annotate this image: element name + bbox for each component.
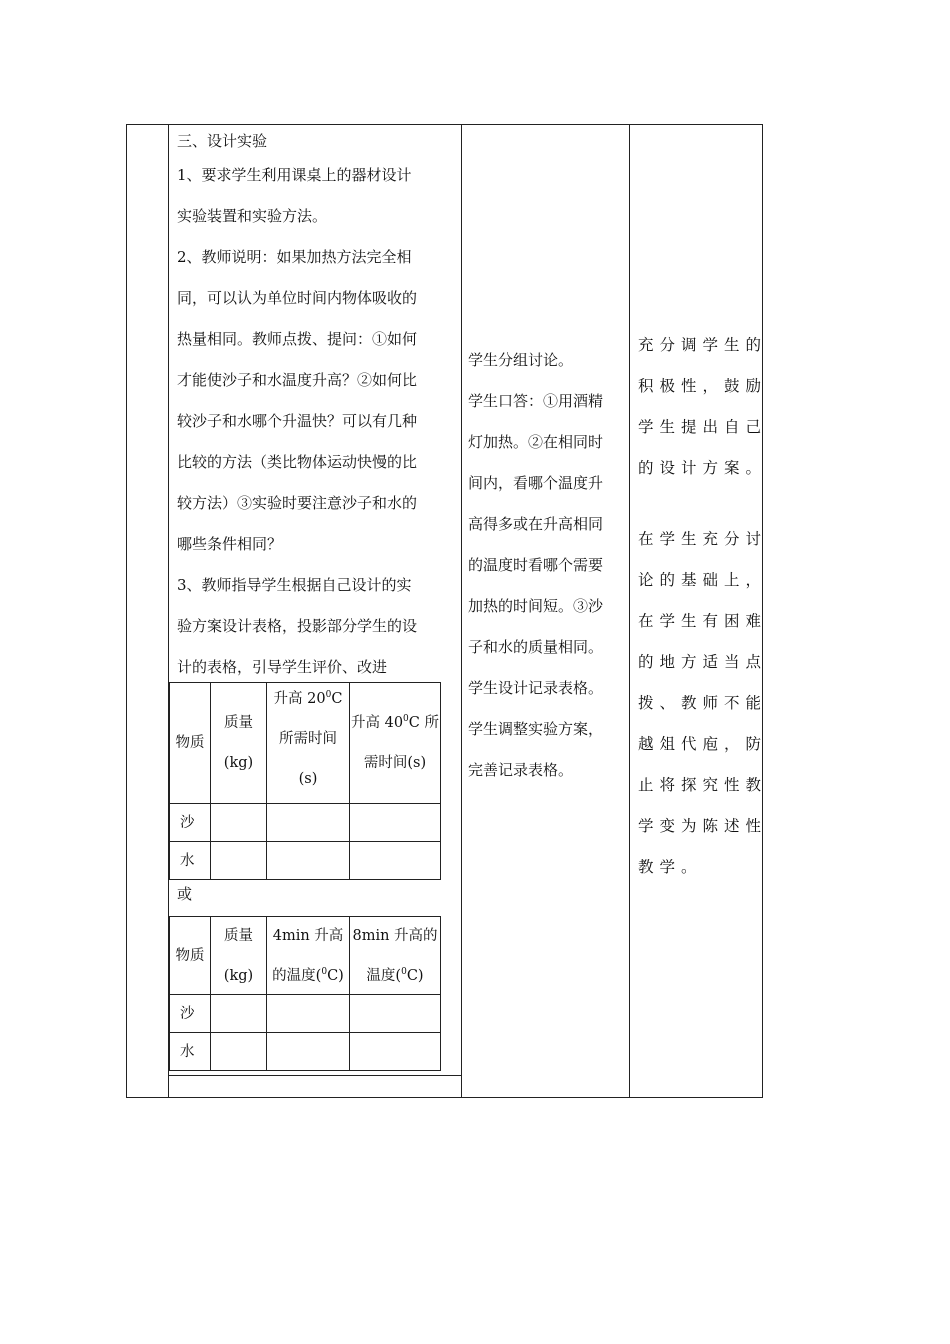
text-line: 热量相同。教师点拨、提问：①如何 bbox=[177, 330, 418, 348]
header-mass: 质量 (kg) bbox=[211, 683, 267, 804]
text-line: 比较的方法（类比物体运动快慢的比 bbox=[177, 453, 418, 471]
text-line: 论的基础上， bbox=[638, 571, 768, 589]
student-activity-column bbox=[468, 340, 628, 791]
text-line: 完善记录表格。 bbox=[468, 761, 574, 779]
teacher-activity-column bbox=[169, 125, 462, 688]
section-heading: 三、设计实验 bbox=[177, 132, 268, 150]
text-line: 同，可以认为单位时间内物体吸收的 bbox=[177, 289, 418, 307]
table-cell bbox=[211, 842, 267, 880]
text-line: 加热的时间短。③沙 bbox=[468, 597, 604, 615]
row-label-sand: 沙 bbox=[170, 804, 211, 842]
table-cell bbox=[267, 995, 350, 1033]
text-line: 在学生有困难 bbox=[638, 612, 768, 630]
record-table-1 bbox=[169, 682, 441, 880]
text-line: 止将探究性教 bbox=[638, 776, 768, 794]
text-line: 教学。 bbox=[638, 858, 703, 876]
design-intent-column bbox=[638, 325, 768, 888]
text-line: 计的表格，引导学生评价、改进 bbox=[177, 658, 388, 676]
table-cell bbox=[350, 804, 441, 842]
text-line: 子和水的质量相同。 bbox=[468, 638, 604, 656]
text-line: 哪些条件相同？ bbox=[177, 535, 283, 553]
text-line: 较方法）③实验时要注意沙子和水的 bbox=[177, 494, 418, 512]
text-line: 实验装置和实验方法。 bbox=[177, 207, 328, 225]
table-row bbox=[170, 995, 441, 1033]
lesson-plan-table bbox=[126, 124, 768, 1098]
header-substance: 物质 bbox=[170, 917, 211, 995]
bottom-rule bbox=[169, 1075, 462, 1076]
text-line: 积极性，鼓励 bbox=[638, 377, 768, 395]
table-cell bbox=[267, 842, 350, 880]
table-cell bbox=[267, 804, 350, 842]
table-row bbox=[170, 1033, 441, 1071]
or-label: 或 bbox=[177, 885, 193, 903]
text-line: 间内，看哪个温度升 bbox=[468, 474, 604, 492]
teacher-activity-text bbox=[177, 155, 462, 688]
text-line: 在学生充分讨 bbox=[638, 530, 768, 548]
text-line: 充分调学生的 bbox=[638, 336, 768, 354]
text-line: 较沙子和水哪个升温快？可以有几种 bbox=[177, 412, 418, 430]
text-line: 灯加热。②在相同时 bbox=[468, 433, 604, 451]
text-line: 的温度时看哪个需要 bbox=[468, 556, 604, 574]
table-row bbox=[170, 804, 441, 842]
row-label-water: 水 bbox=[170, 842, 211, 880]
text-line: 的设计方案。 bbox=[638, 459, 768, 477]
header-time-40: 升高 $40^0C$ 所 需时间(s) bbox=[350, 683, 441, 804]
text-line: 1、要求学生利用课桌上的器材设计 bbox=[177, 166, 412, 184]
text-line: 2、教师说明：如果加热方法完全相 bbox=[177, 248, 412, 266]
header-mass: 质量 (kg) bbox=[211, 917, 267, 995]
table-cell bbox=[350, 842, 441, 880]
text-line: 越俎代庖，防 bbox=[638, 735, 768, 753]
text-line: 学生设计记录表格。 bbox=[468, 679, 604, 697]
text-line: 才能使沙子和水温度升高？②如何比 bbox=[177, 371, 418, 389]
text-line: 学变为陈述性 bbox=[638, 817, 768, 835]
table-cell bbox=[211, 995, 267, 1033]
table-row bbox=[170, 842, 441, 880]
text-line: 验方案设计表格，投影部分学生的设 bbox=[177, 617, 418, 635]
table-cell bbox=[211, 1033, 267, 1071]
text-line: 的地方适当点 bbox=[638, 653, 768, 671]
header-time-20: 升高 $20^0C$ 所需时间 (s) bbox=[267, 683, 350, 804]
text-line: 学生调整实验方案， bbox=[468, 720, 604, 738]
table-cell bbox=[350, 1033, 441, 1071]
header-temp-4min: 4min 升高 的温度($^0$C) bbox=[267, 917, 350, 995]
text-line: 高得多或在升高相同 bbox=[468, 515, 604, 533]
table-cell bbox=[267, 1033, 350, 1071]
header-temp-8min: 8min 升高的 温度($^0$C) bbox=[350, 917, 441, 995]
text-line: 3、教师指导学生根据自己设计的实 bbox=[177, 576, 412, 594]
text-line: 学生提出自己 bbox=[638, 418, 768, 436]
row-label-sand: 沙 bbox=[170, 995, 211, 1033]
header-substance: 物质 bbox=[170, 683, 211, 804]
text-line: 学生口答：①用酒精 bbox=[468, 392, 604, 410]
table-cell bbox=[350, 995, 441, 1033]
text-line: 学生分组讨论。 bbox=[468, 351, 574, 369]
table-cell bbox=[211, 804, 267, 842]
column-divider bbox=[629, 125, 630, 1097]
text-line: 拨、教师不能 bbox=[638, 694, 768, 712]
record-table-2 bbox=[169, 916, 441, 1071]
row-label-water: 水 bbox=[170, 1033, 211, 1071]
